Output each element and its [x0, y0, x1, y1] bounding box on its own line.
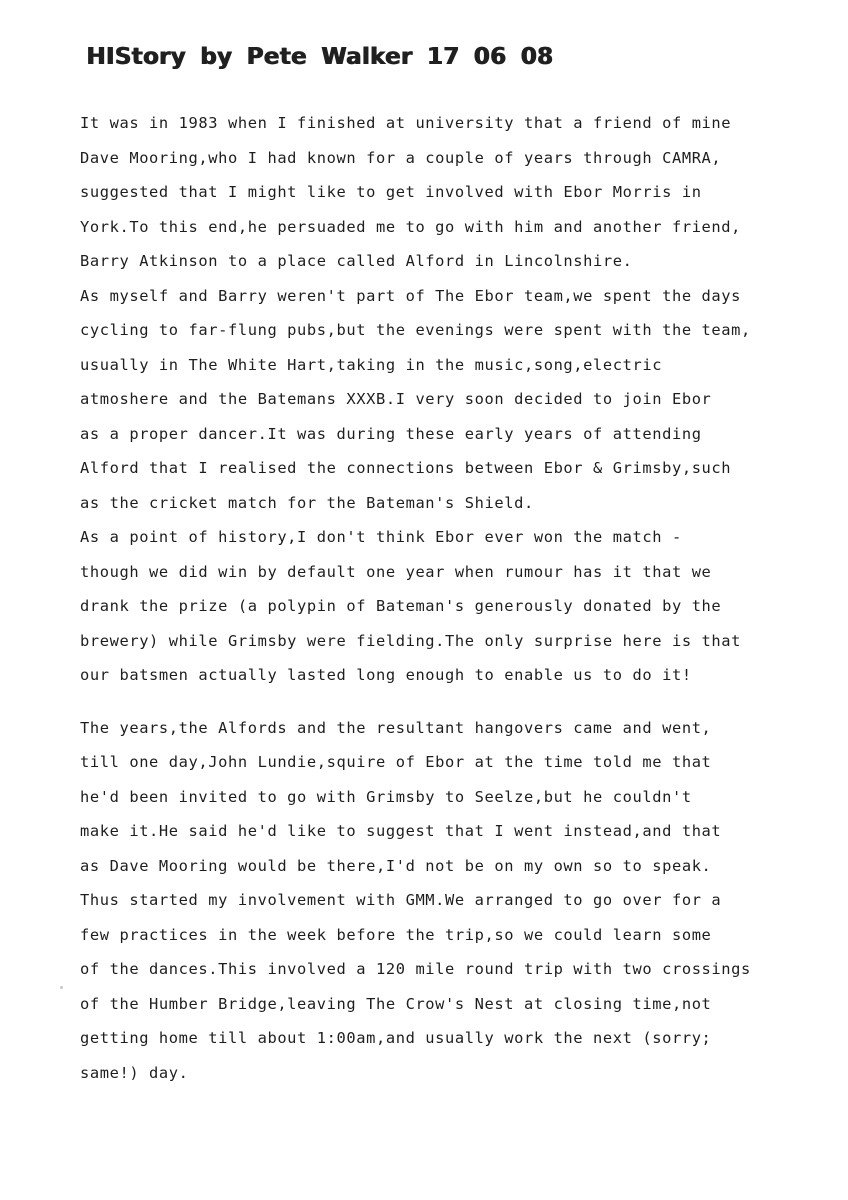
text-line: brewery) while Grimsby were fielding.The only surprise here is that: [80, 631, 742, 650]
text-line: It was in 1983 when I finished at university that a friend of mine: [80, 114, 732, 132]
document-title: HIStory by Pete Walker 17 06 08: [86, 44, 553, 70]
text-line: usually in The White Hart,taking in the music,song,electric: [80, 355, 663, 374]
text-line: York.To this end,he persuaded me to go with him and another friend,: [80, 217, 742, 236]
text-line: of the Humber Bridge,leaving The Crow's Nest at closing time,not: [80, 994, 712, 1013]
text-line: The years,the Alfords and the resultant hangovers came and went,: [80, 718, 712, 737]
text-line: though we did win by default one year when rumour has it that we: [80, 562, 712, 581]
text-line: make it.He said he'd like to suggest that I went instead,and that: [80, 822, 722, 840]
text-line: he'd been invited to go with Grimsby to Seelze,but he couldn't: [80, 787, 692, 806]
paragraph-gap: [80, 697, 800, 715]
text-line: Dave Mooring,who I had known for a couple of years through CAMRA,: [80, 148, 722, 167]
text-line: drank the prize (a polypin of Bateman's generously donated by the: [80, 597, 722, 615]
text-line: getting home till about 1:00am,and usually work the next (sorry;: [80, 1029, 712, 1047]
text-line: same!) day.: [80, 1063, 189, 1082]
text-line: As myself and Barry weren't part of The Ebor team,we spent the days: [80, 286, 742, 305]
text-line: Thus started my involvement with GMM.We arranged to go over for a: [80, 891, 722, 909]
paragraph-1: [80, 110, 800, 697]
text-line: As a point of history,I don't think Ebor ever won the match -: [80, 528, 682, 546]
paragraph-2: [80, 715, 800, 1095]
text-line: of the dances.This involved a 120 mile round trip with two crossings: [80, 960, 751, 978]
text-line: Alford that I realised the connections between Ebor & Grimsby,such: [80, 459, 732, 477]
text-line: few practices in the week before the trip,so we could learn some: [80, 925, 712, 944]
document-body: [80, 110, 800, 1094]
text-line: suggested that I might like to get involved with Ebor Morris in: [80, 183, 702, 201]
text-line: as the cricket match for the Bateman's Shield.: [80, 493, 534, 512]
text-line: our batsmen actually lasted long enough to enable us to do it!: [80, 666, 692, 684]
text-line: atmoshere and the Batemans XXXB.I very soon decided to join Ebor: [80, 390, 712, 408]
text-line: till one day,John Lundie,squire of Ebor at the time told me that: [80, 753, 712, 771]
text-line: as Dave Mooring would be there,I'd not be on my own so to speak.: [80, 856, 712, 875]
scan-speck: [60, 986, 63, 989]
text-line: Barry Atkinson to a place called Alford in Lincolnshire.: [80, 252, 633, 270]
text-line: cycling to far-flung pubs,but the evenings were spent with the team,: [80, 321, 751, 339]
text-line: as a proper dancer.It was during these early years of attending: [80, 424, 702, 443]
